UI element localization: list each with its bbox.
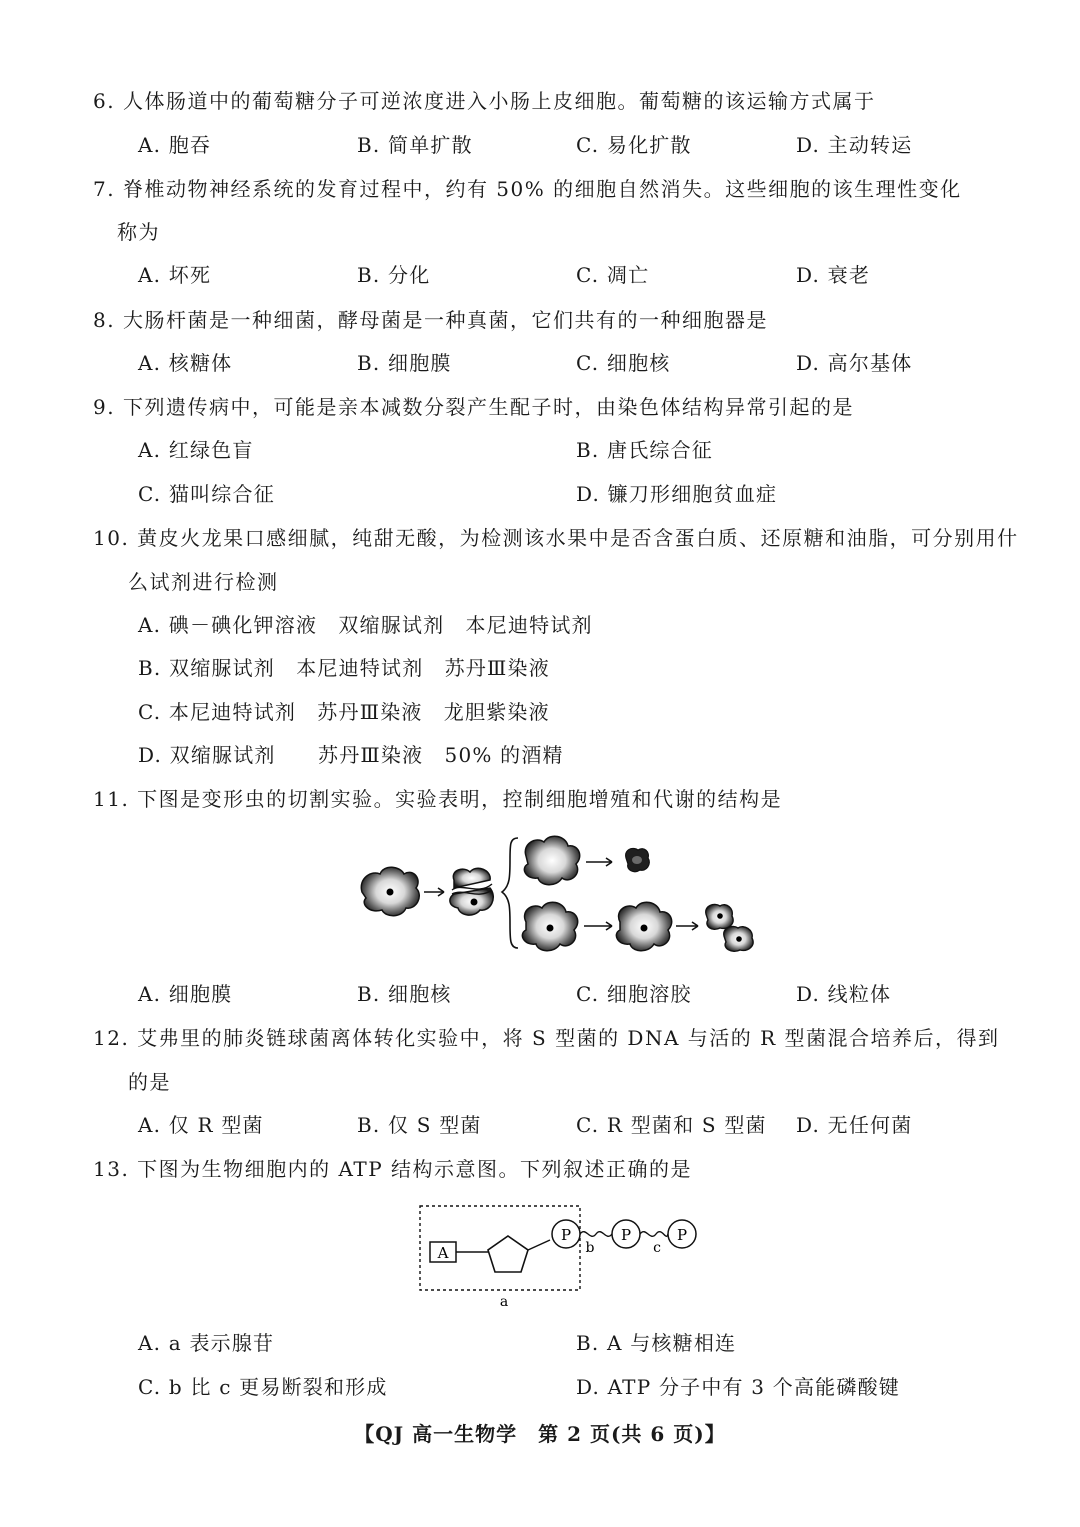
q13-option-a: A. a 表示腺苷 [138,1331,275,1355]
amoeba-cut [450,868,493,915]
q7-option-c: C. 凋亡 [576,263,650,287]
amoeba-without-nucleus [524,836,579,885]
phosphate-1-label: P [560,1226,572,1244]
q10-stem-line1: 10. 黄皮火龙果口感细腻，纯甜无酸，为检测该水果中是否含蛋白质、还原糖和油脂，可分别用什 [93,526,1019,550]
q11-option-a: A. 细胞膜 [138,982,233,1006]
q8-option-a: A. 核糖体 [138,351,233,375]
brace [502,838,518,948]
arrow-2 [586,858,612,866]
q10-stem-line2: 么试剂进行检测 [128,570,279,594]
q8-option-c: C. 细胞核 [576,351,671,375]
q13-option-b: B. A 与核糖相连 [576,1331,737,1355]
q8-option-b: B. 细胞膜 [357,351,452,375]
phosphate-3-label: P [676,1226,688,1244]
q10-option-b: B. 双缩脲试剂 本尼迪特试剂 苏丹Ⅲ染液 [138,656,550,680]
q13-option-d: D. ATP 分子中有 3 个高能磷酸键 [576,1375,900,1399]
adenine-label: A [437,1244,449,1262]
bond-c-label: c [653,1240,661,1256]
q12-option-c: C. R 型菌和 S 型菌 [576,1113,767,1137]
arrow-3 [584,922,612,930]
q13-option-c: C. b 比 c 更易断裂和形成 [138,1375,388,1399]
q9-option-c: C. 猫叫综合征 [138,482,275,506]
q6-option-b: B. 简单扩散 [357,133,473,157]
q12-option-a: A. 仅 R 型菌 [138,1113,264,1137]
q10-option-d: D. 双缩脲试剂 苏丹Ⅲ染液 50% 的酒精 [138,743,564,767]
q8-stem: 8. 大肠杆菌是一种细菌，酵母菌是一种真菌，它们共有的一种细胞器是 [93,308,768,332]
q6-option-c: C. 易化扩散 [576,133,692,157]
q6-stem: 6. 人体肠道中的葡萄糖分子可逆浓度进入小肠上皮细胞。葡萄糖的该运输方式属于 [93,89,876,113]
q9-stem: 9. 下列遗传病中，可能是亲本减数分裂产生配子时，由染色体结构异常引起的是 [93,395,854,419]
q7-option-b: B. 分化 [357,263,431,287]
q11-option-b: B. 细胞核 [357,982,452,1006]
amoeba-divided-2 [724,926,753,951]
phosphate-2-label: P [620,1226,632,1244]
amoeba-regrown [616,902,671,951]
ribose-pentagon [488,1236,528,1272]
q12-stem-line2: 的是 [128,1070,171,1094]
amoeba-dying [626,848,650,871]
q9-option-b: B. 唐氏综合征 [576,438,714,462]
q11-option-d: D. 线粒体 [796,982,892,1006]
arrow-4 [676,922,698,930]
q6-option-a: A. 胞吞 [138,133,212,157]
page-footer: 【QJ 高一生物学 第 2 页(共 6 页)】 [354,1422,726,1446]
q6-option-d: D. 主动转运 [796,133,913,157]
q12-stem-line1: 12. 艾弗里的肺炎链球菌离体转化实验中，将 S 型菌的 DNA 与活的 R 型菌混合培养后，得到 [93,1026,1000,1050]
atp-structure-diagram [410,1196,710,1316]
q13-stem: 13. 下图为生物细胞内的 ATP 结构示意图。下列叙述正确的是 [93,1157,693,1181]
q12-option-b: B. 仅 S 型菌 [357,1113,482,1137]
q10-option-c: C. 本尼迪特试剂 苏丹Ⅲ染液 龙胆紫染液 [138,700,550,724]
bond-b-label: b [585,1240,595,1256]
high-energy-bond-b [580,1232,612,1237]
q7-stem-line2: 称为 [117,220,160,244]
q9-option-a: A. 红绿色盲 [138,438,254,462]
q7-stem-line1: 7. 脊椎动物神经系统的发育过程中，约有 50% 的细胞自然消失。这些细胞的该生理性变化 [93,177,962,201]
q7-option-d: D. 衰老 [796,263,871,287]
amoeba-with-nucleus [522,902,577,951]
q7-option-a: A. 坏死 [138,263,212,287]
amoeba-cutting-diagram [350,830,770,960]
q9-option-d: D. 镰刀形细胞贫血症 [576,482,778,506]
amoeba-original [361,867,419,916]
amoeba-divided-1 [706,904,733,929]
q11-stem: 11. 下图是变形虫的切割实验。实验表明，控制细胞增殖和代谢的结构是 [93,787,783,811]
box-a-label: a [499,1294,509,1310]
q10-option-a: A. 碘－碘化钾溶液 双缩脲试剂 本尼迪特试剂 [138,613,593,637]
q8-option-d: D. 高尔基体 [796,351,913,375]
q11-option-c: C. 细胞溶胶 [576,982,692,1006]
q12-option-d: D. 无任何菌 [796,1113,913,1137]
high-energy-bond-c [640,1232,668,1237]
